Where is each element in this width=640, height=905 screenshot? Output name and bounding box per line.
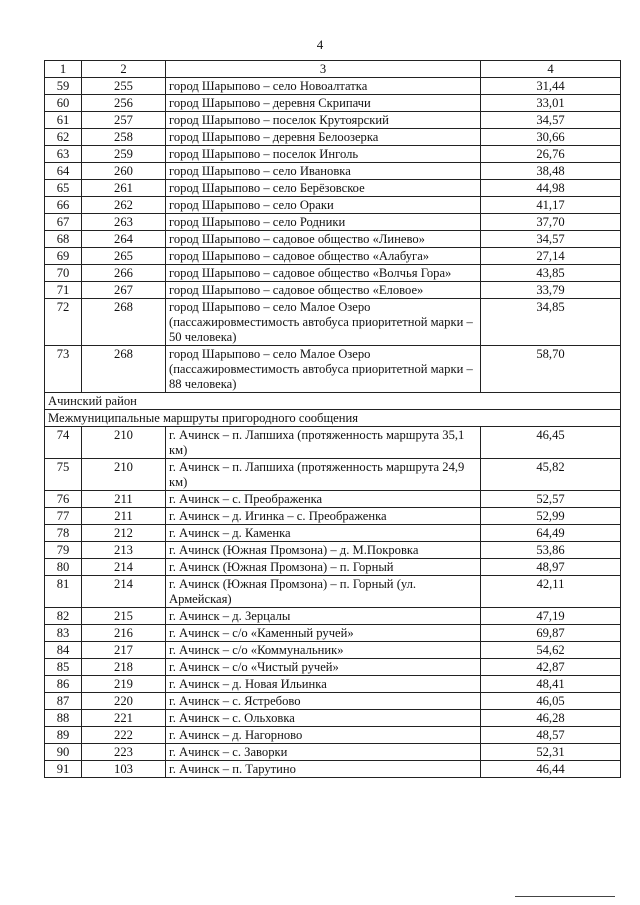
column-header-row <box>45 61 621 78</box>
route-value: 48,41 <box>481 676 621 693</box>
row-number: 70 <box>45 265 82 282</box>
route-value: 46,28 <box>481 710 621 727</box>
route-value: 34,57 <box>481 112 621 129</box>
route-name: г. Ачинск – п. Лапшиха (протяженность маршрута 35,1 км) <box>166 427 481 459</box>
route-code: 212 <box>82 525 166 542</box>
route-code: 260 <box>82 163 166 180</box>
table-row <box>45 744 621 761</box>
footer-rule <box>515 896 615 897</box>
route-value: 30,66 <box>481 129 621 146</box>
route-code: 268 <box>82 299 166 346</box>
row-number: 77 <box>45 508 82 525</box>
route-code: 210 <box>82 427 166 459</box>
table-row <box>45 525 621 542</box>
route-value: 52,57 <box>481 491 621 508</box>
route-value: 44,98 <box>481 180 621 197</box>
table-row <box>45 676 621 693</box>
route-name: город Шарыпово – садовое общество «Линево» <box>166 231 481 248</box>
route-name: город Шарыпово – село Новоалтатка <box>166 78 481 95</box>
route-code: 266 <box>82 265 166 282</box>
route-value: 34,57 <box>481 231 621 248</box>
column-header-3: 3 <box>166 61 481 78</box>
row-number: 62 <box>45 129 82 146</box>
route-value: 48,57 <box>481 727 621 744</box>
table-row <box>45 491 621 508</box>
row-number: 84 <box>45 642 82 659</box>
route-code: 267 <box>82 282 166 299</box>
table-row <box>45 727 621 744</box>
route-name: город Шарыпово – садовое общество «Еловое» <box>166 282 481 299</box>
route-value: 27,14 <box>481 248 621 265</box>
table-row <box>45 642 621 659</box>
route-name: г. Ачинск – с/о «Коммунальник» <box>166 642 481 659</box>
route-name: город Шарыпово – село Малое Озеро (пассажировместимость автобуса приоритетной марки – 88 человека) <box>166 346 481 393</box>
route-name: г. Ачинск – д. Каменка <box>166 525 481 542</box>
row-number: 59 <box>45 78 82 95</box>
table-row <box>45 625 621 642</box>
route-value: 37,70 <box>481 214 621 231</box>
row-number: 85 <box>45 659 82 676</box>
route-code: 213 <box>82 542 166 559</box>
page-number: 4 <box>316 37 324 52</box>
route-name: г. Ачинск – п. Лапшиха (протяженность маршрута 24,9 км) <box>166 459 481 491</box>
table-row <box>45 197 621 214</box>
section-district-heading: Ачинский район <box>45 393 621 410</box>
row-number: 81 <box>45 576 82 608</box>
section-subtitle-heading-row <box>45 410 621 427</box>
row-number: 75 <box>45 459 82 491</box>
row-number: 66 <box>45 197 82 214</box>
route-name: город Шарыпово – село Малое Озеро (пассажировместимость автобуса приоритетной марки – 50 человека) <box>166 299 481 346</box>
row-number: 65 <box>45 180 82 197</box>
table-row <box>45 576 621 608</box>
route-code: 259 <box>82 146 166 163</box>
route-value: 48,97 <box>481 559 621 576</box>
route-code: 215 <box>82 608 166 625</box>
table-row <box>45 693 621 710</box>
route-code: 258 <box>82 129 166 146</box>
route-code: 221 <box>82 710 166 727</box>
route-name: г. Ачинск (Южная Промзона) – п. Горный (ул. Армейская) <box>166 576 481 608</box>
route-code: 210 <box>82 459 166 491</box>
table-row <box>45 112 621 129</box>
route-value: 53,86 <box>481 542 621 559</box>
route-code: 214 <box>82 576 166 608</box>
route-value: 46,05 <box>481 693 621 710</box>
route-code: 263 <box>82 214 166 231</box>
table-row <box>45 163 621 180</box>
route-code: 255 <box>82 78 166 95</box>
route-name: город Шарыпово – деревня Белоозерка <box>166 129 481 146</box>
routes-table-body <box>45 61 621 778</box>
route-name: город Шарыпово – садовое общество «Волчья Гора» <box>166 265 481 282</box>
row-number: 67 <box>45 214 82 231</box>
route-name: г. Ачинск – с. Ястребово <box>166 693 481 710</box>
route-code: 103 <box>82 761 166 778</box>
route-code: 223 <box>82 744 166 761</box>
table-row <box>45 95 621 112</box>
route-value: 46,44 <box>481 761 621 778</box>
row-number: 60 <box>45 95 82 112</box>
row-number: 76 <box>45 491 82 508</box>
column-header-4: 4 <box>481 61 621 78</box>
table-row <box>45 282 621 299</box>
row-number: 74 <box>45 427 82 459</box>
route-code: 211 <box>82 508 166 525</box>
table-row <box>45 459 621 491</box>
route-code: 220 <box>82 693 166 710</box>
route-name: г. Ачинск – д. Новая Ильинка <box>166 676 481 693</box>
row-number: 90 <box>45 744 82 761</box>
route-name: г. Ачинск – д. Зерцалы <box>166 608 481 625</box>
route-name: г. Ачинск – с/о «Чистый ручей» <box>166 659 481 676</box>
route-value: 58,70 <box>481 346 621 393</box>
route-name: г. Ачинск – д. Игинка – с. Преображенка <box>166 508 481 525</box>
row-number: 82 <box>45 608 82 625</box>
table-row <box>45 508 621 525</box>
route-value: 69,87 <box>481 625 621 642</box>
route-name: город Шарыпово – поселок Крутоярский <box>166 112 481 129</box>
route-code: 256 <box>82 95 166 112</box>
route-code: 216 <box>82 625 166 642</box>
route-name: город Шарыпово – поселок Инголь <box>166 146 481 163</box>
route-value: 34,85 <box>481 299 621 346</box>
route-name: город Шарыпово – село Родники <box>166 214 481 231</box>
row-number: 78 <box>45 525 82 542</box>
row-number: 80 <box>45 559 82 576</box>
route-value: 31,44 <box>481 78 621 95</box>
route-name: г. Ачинск – д. Нагорново <box>166 727 481 744</box>
row-number: 88 <box>45 710 82 727</box>
route-name: г. Ачинск – п. Тарутино <box>166 761 481 778</box>
table-row <box>45 146 621 163</box>
table-row <box>45 608 621 625</box>
table-row <box>45 299 621 346</box>
column-header-2: 2 <box>82 61 166 78</box>
route-value: 42,11 <box>481 576 621 608</box>
route-value: 52,31 <box>481 744 621 761</box>
route-value: 42,87 <box>481 659 621 676</box>
route-code: 268 <box>82 346 166 393</box>
route-value: 47,19 <box>481 608 621 625</box>
row-number: 86 <box>45 676 82 693</box>
route-value: 43,85 <box>481 265 621 282</box>
route-name: город Шарыпово – деревня Скрипачи <box>166 95 481 112</box>
route-value: 46,45 <box>481 427 621 459</box>
route-value: 45,82 <box>481 459 621 491</box>
route-code: 218 <box>82 659 166 676</box>
route-name: г. Ачинск – с. Преображенка <box>166 491 481 508</box>
table-row <box>45 180 621 197</box>
table-row <box>45 265 621 282</box>
route-code: 219 <box>82 676 166 693</box>
table-row <box>45 542 621 559</box>
row-number: 69 <box>45 248 82 265</box>
row-number: 79 <box>45 542 82 559</box>
route-name: г. Ачинск – с/о «Каменный ручей» <box>166 625 481 642</box>
routes-table <box>44 60 621 778</box>
row-number: 64 <box>45 163 82 180</box>
column-header-1: 1 <box>45 61 82 78</box>
route-name: г. Ачинск (Южная Промзона) – д. М.Покровка <box>166 542 481 559</box>
section-subtitle-heading: Межмуниципальные маршруты пригородного сообщения <box>45 410 621 427</box>
row-number: 73 <box>45 346 82 393</box>
table-row <box>45 214 621 231</box>
table-row <box>45 710 621 727</box>
route-code: 217 <box>82 642 166 659</box>
row-number: 61 <box>45 112 82 129</box>
table-row <box>45 78 621 95</box>
row-number: 63 <box>45 146 82 163</box>
row-number: 68 <box>45 231 82 248</box>
table-row <box>45 129 621 146</box>
route-value: 52,99 <box>481 508 621 525</box>
route-code: 214 <box>82 559 166 576</box>
route-value: 38,48 <box>481 163 621 180</box>
route-value: 41,17 <box>481 197 621 214</box>
table-row <box>45 231 621 248</box>
route-value: 64,49 <box>481 525 621 542</box>
route-code: 211 <box>82 491 166 508</box>
table-row <box>45 559 621 576</box>
route-code: 261 <box>82 180 166 197</box>
table-row <box>45 346 621 393</box>
route-code: 257 <box>82 112 166 129</box>
route-value: 54,62 <box>481 642 621 659</box>
route-name: город Шарыпово – село Ивановка <box>166 163 481 180</box>
row-number: 91 <box>45 761 82 778</box>
row-number: 83 <box>45 625 82 642</box>
route-name: город Шарыпово – село Берёзовское <box>166 180 481 197</box>
table-row <box>45 659 621 676</box>
route-code: 265 <box>82 248 166 265</box>
row-number: 89 <box>45 727 82 744</box>
route-code: 262 <box>82 197 166 214</box>
route-code: 264 <box>82 231 166 248</box>
route-name: г. Ачинск (Южная Промзона) – п. Горный <box>166 559 481 576</box>
route-code: 222 <box>82 727 166 744</box>
route-name: г. Ачинск – с. Ольховка <box>166 710 481 727</box>
route-name: г. Ачинск – с. Заворки <box>166 744 481 761</box>
route-value: 26,76 <box>481 146 621 163</box>
table-row <box>45 761 621 778</box>
section-district-heading-row <box>45 393 621 410</box>
row-number: 71 <box>45 282 82 299</box>
row-number: 87 <box>45 693 82 710</box>
row-number: 72 <box>45 299 82 346</box>
table-row <box>45 427 621 459</box>
route-name: город Шарыпово – село Ораки <box>166 197 481 214</box>
route-value: 33,01 <box>481 95 621 112</box>
route-name: город Шарыпово – садовое общество «Алабуга» <box>166 248 481 265</box>
route-value: 33,79 <box>481 282 621 299</box>
table-row <box>45 248 621 265</box>
